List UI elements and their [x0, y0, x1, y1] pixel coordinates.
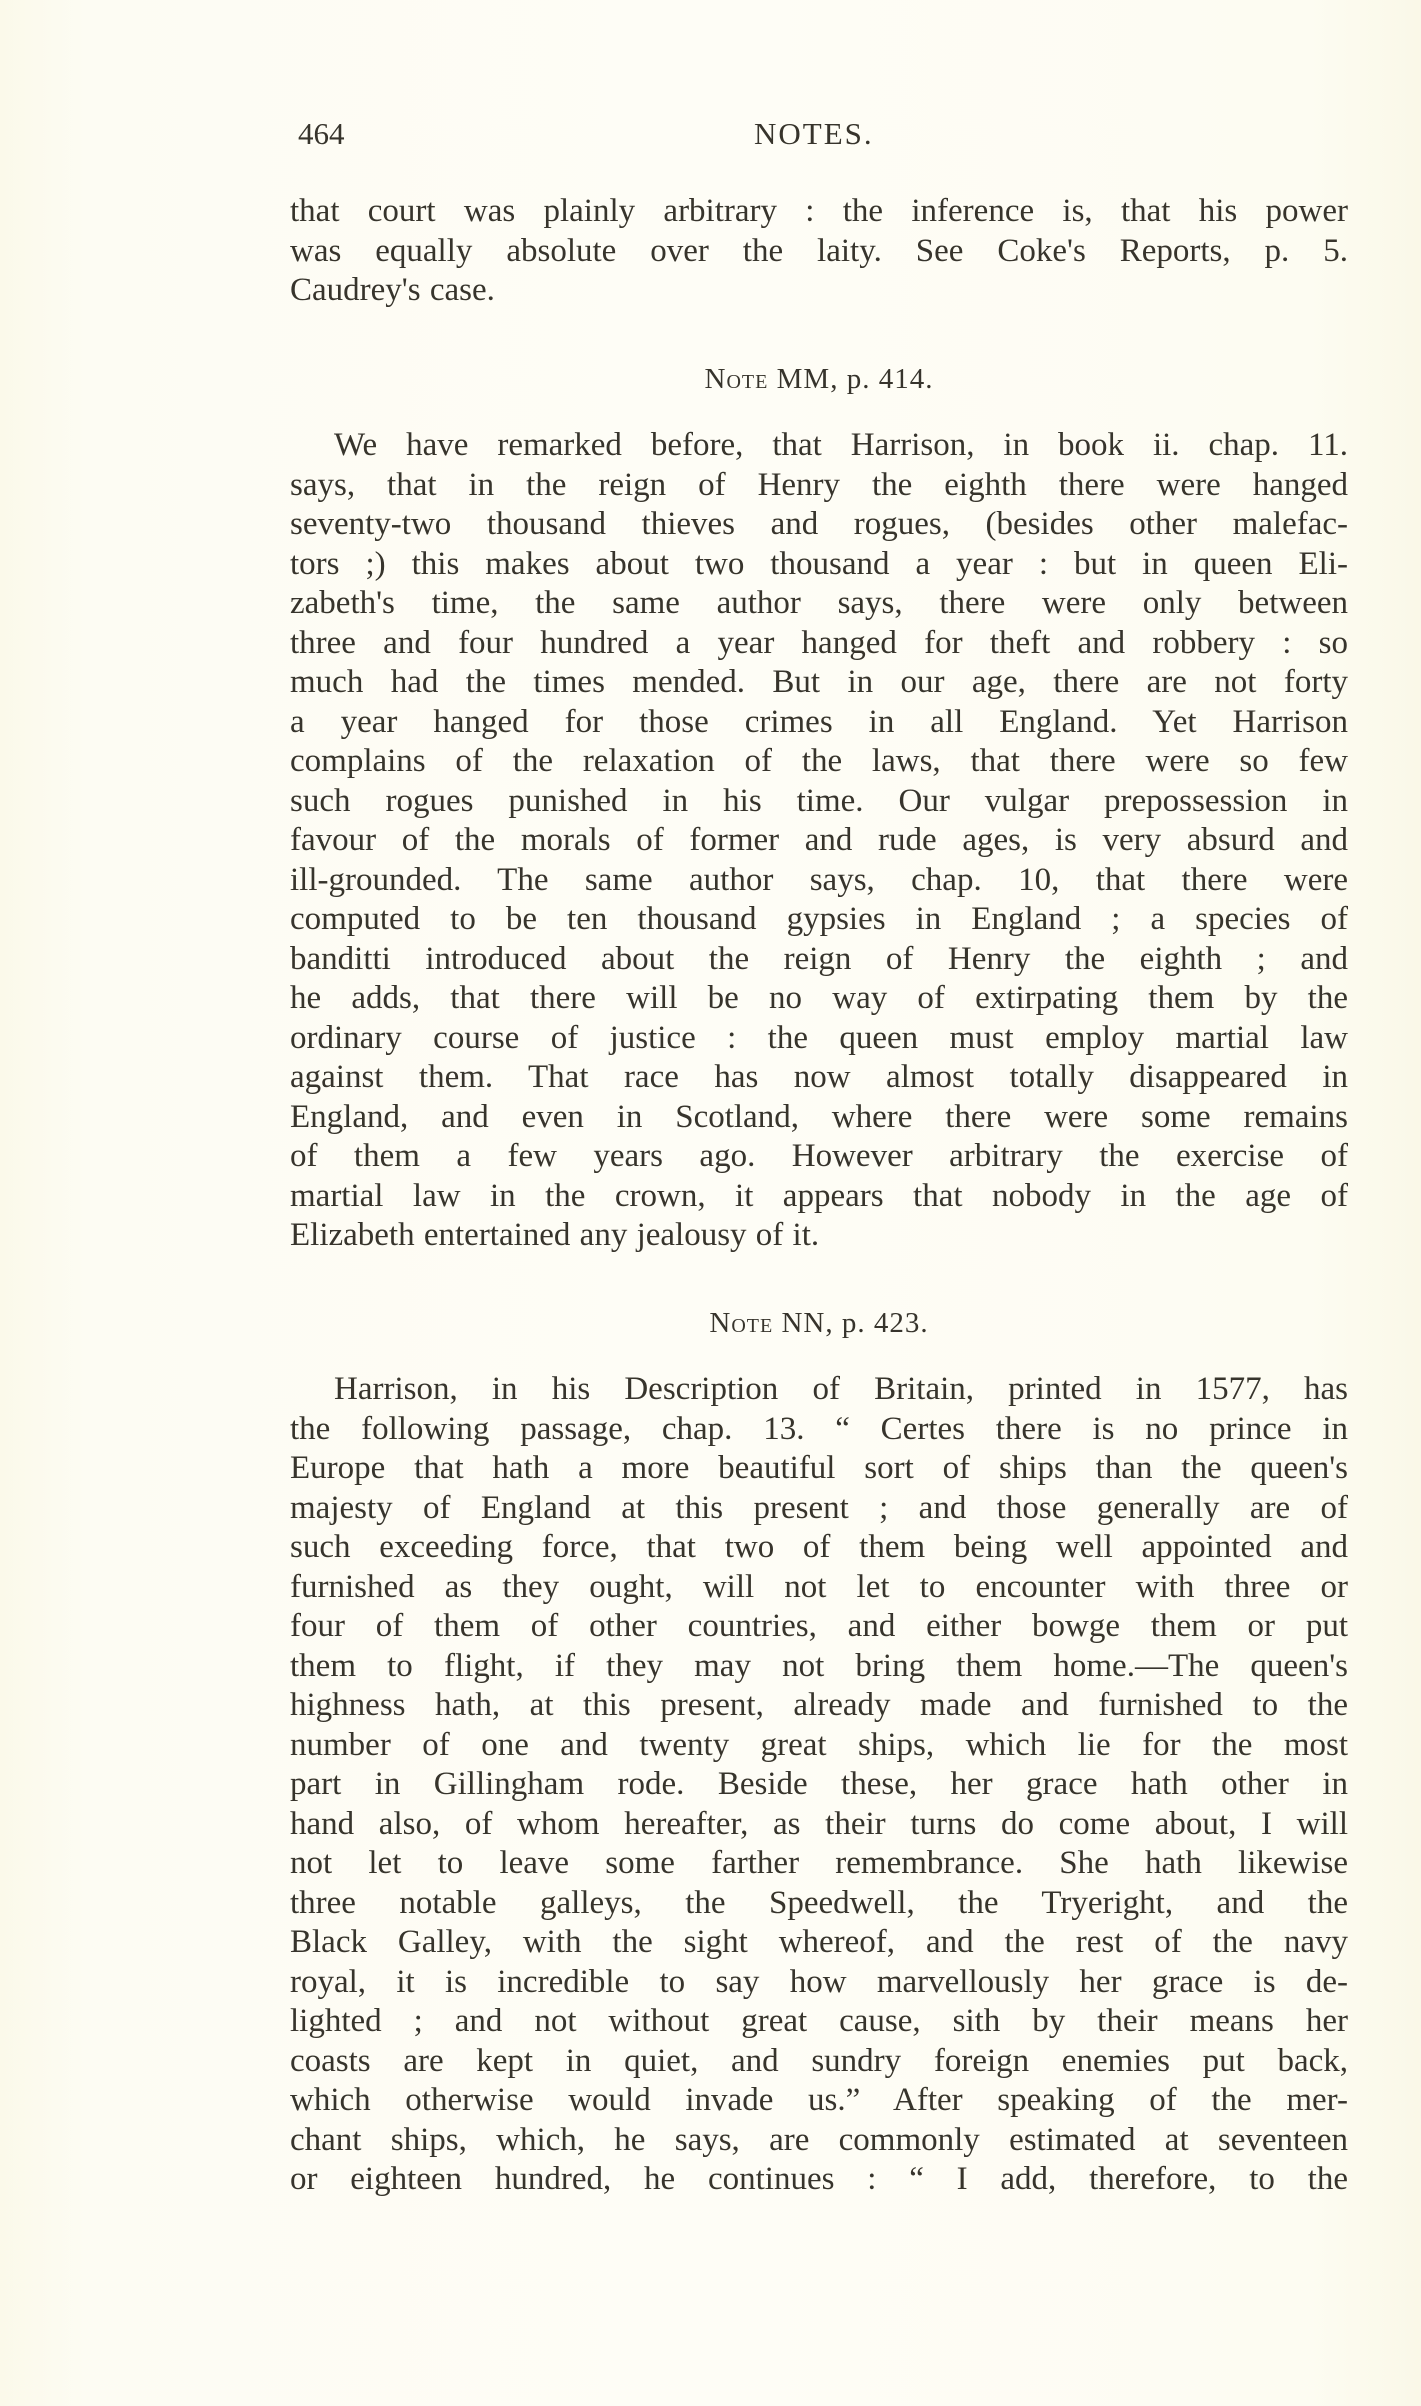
text-line: that court was plainly arbitrary : the inference is, that his power — [290, 193, 1348, 229]
text-line: three and four hundred a year hanged for theft and robbery : so — [290, 624, 1348, 661]
text-line: not let to leave some farther remembrance. She hath likewise — [290, 1845, 1348, 1881]
note-heading-prefix: Note — [709, 1307, 774, 1339]
text-line: which otherwise would invade us.” After speaking of the mer- — [290, 2082, 1348, 2118]
text-line: zabeth's time, the same author says, there were only between — [290, 585, 1348, 621]
text-line: against them. That race has now almost totally disappeared in — [290, 1059, 1348, 1095]
note-heading-prefix: Note — [704, 363, 769, 395]
text-line: furnished as they ought, will not let to encounter with three or — [290, 1568, 1348, 1605]
text-line: he adds, that there will be no way of extirpating them by the — [290, 980, 1348, 1016]
note-nn-paragraph — [290, 1370, 1348, 2200]
text-line: computed to be ten thousand gypsies in England ; a species of — [290, 901, 1348, 937]
note-nn-heading — [290, 1305, 1348, 1341]
text-line: tors ;) this makes about two thousand a year : but in queen Eli- — [290, 545, 1348, 582]
text-line: says, that in the reign of Henry the eighth there were hanged — [290, 466, 1348, 503]
text-line: highness hath, at this present, already made and furnished to the — [290, 1687, 1348, 1723]
text-line: complains of the relaxation of the laws, that there were so few — [290, 743, 1348, 779]
text-line: a year hanged for those crimes in all England. Yet Harrison — [290, 703, 1348, 740]
text-line: majesty of England at this present ; and those generally are of — [290, 1489, 1348, 1526]
text-line: such rogues punished in his time. Our vulgar prepossession in — [290, 782, 1348, 819]
text-line: Elizabeth entertained any jealousy of it. — [290, 1217, 820, 1253]
text-line: royal, it is incredible to say how marvellously her grace is de- — [290, 1963, 1348, 2000]
text-line: lighted ; and not without great cause, sith by their means her — [290, 2003, 1348, 2039]
text-line: the following passage, chap. 13. “ Certes there is no prince in — [290, 1410, 1348, 1447]
text-line: was equally absolute over the laity. See Coke's Reports, p. 5. — [290, 232, 1348, 269]
text-line: Caudrey's case. — [290, 272, 495, 308]
text-line: part in Gillingham rode. Beside these, her grace hath other in — [290, 1766, 1348, 1802]
running-head-title: NOTES. — [754, 116, 874, 151]
text-line: England, and even in Scotland, where there were some remains — [290, 1098, 1348, 1135]
text-line: seventy-two thousand thieves and rogues, (besides other malefac- — [290, 506, 1348, 542]
text-line: chant ships, which, he says, are commonly estimated at seventeen — [290, 2121, 1348, 2158]
text-line: Europe that hath a more beautiful sort of ships than the queen's — [290, 1450, 1348, 1486]
text-line: or eighteen hundred, he continues : “ I add, therefore, to the — [290, 2161, 1348, 2197]
text-line: three notable galleys, the Speedwell, the Tryeright, and the — [290, 1884, 1348, 1921]
text-line: number of one and twenty great ships, which lie for the most — [290, 1726, 1348, 1763]
text-line: We have remarked before, that Harrison, in book ii. chap. 11. — [334, 427, 1348, 463]
text-line: Harrison, in his Description of Britain, printed in 1577, has — [334, 1371, 1348, 1407]
text-line: martial law in the crown, it appears that nobody in the age of — [290, 1177, 1348, 1214]
text-line: ordinary course of justice : the queen must employ martial law — [290, 1019, 1348, 1056]
note-heading-ref: NN, p. 423. — [773, 1307, 929, 1339]
note-mm-heading — [290, 361, 1348, 397]
text-line: banditti introduced about the reign of Henry the eighth ; and — [290, 940, 1348, 977]
note-mm-paragraph — [290, 426, 1348, 1256]
note-heading-ref: MM, p. 414. — [768, 363, 934, 395]
text-line: ill-grounded. The same author says, chap. 10, that there were — [290, 861, 1348, 898]
text-line: Black Galley, with the sight whereof, and the rest of the navy — [290, 1924, 1348, 1960]
text-line: four of them of other countries, and either bowge them or put — [290, 1608, 1348, 1644]
text-line: such exceeding force, that two of them being well appointed and — [290, 1529, 1348, 1565]
text-line: of them a few years ago. However arbitrary the exercise of — [290, 1138, 1348, 1174]
text-line: much had the times mended. But in our age, there are not forty — [290, 664, 1348, 700]
text-line: hand also, of whom hereafter, as their turns do come about, I will — [290, 1805, 1348, 1842]
text-line: them to flight, if they may not bring them home.—The queen's — [290, 1647, 1348, 1684]
continuation-paragraph — [290, 192, 1348, 311]
page-number: 464 — [298, 116, 345, 151]
text-line: coasts are kept in quiet, and sundry foreign enemies put back, — [290, 2042, 1348, 2079]
running-head — [290, 114, 1348, 154]
text-line: favour of the morals of former and rude ages, is very absurd and — [290, 822, 1348, 858]
